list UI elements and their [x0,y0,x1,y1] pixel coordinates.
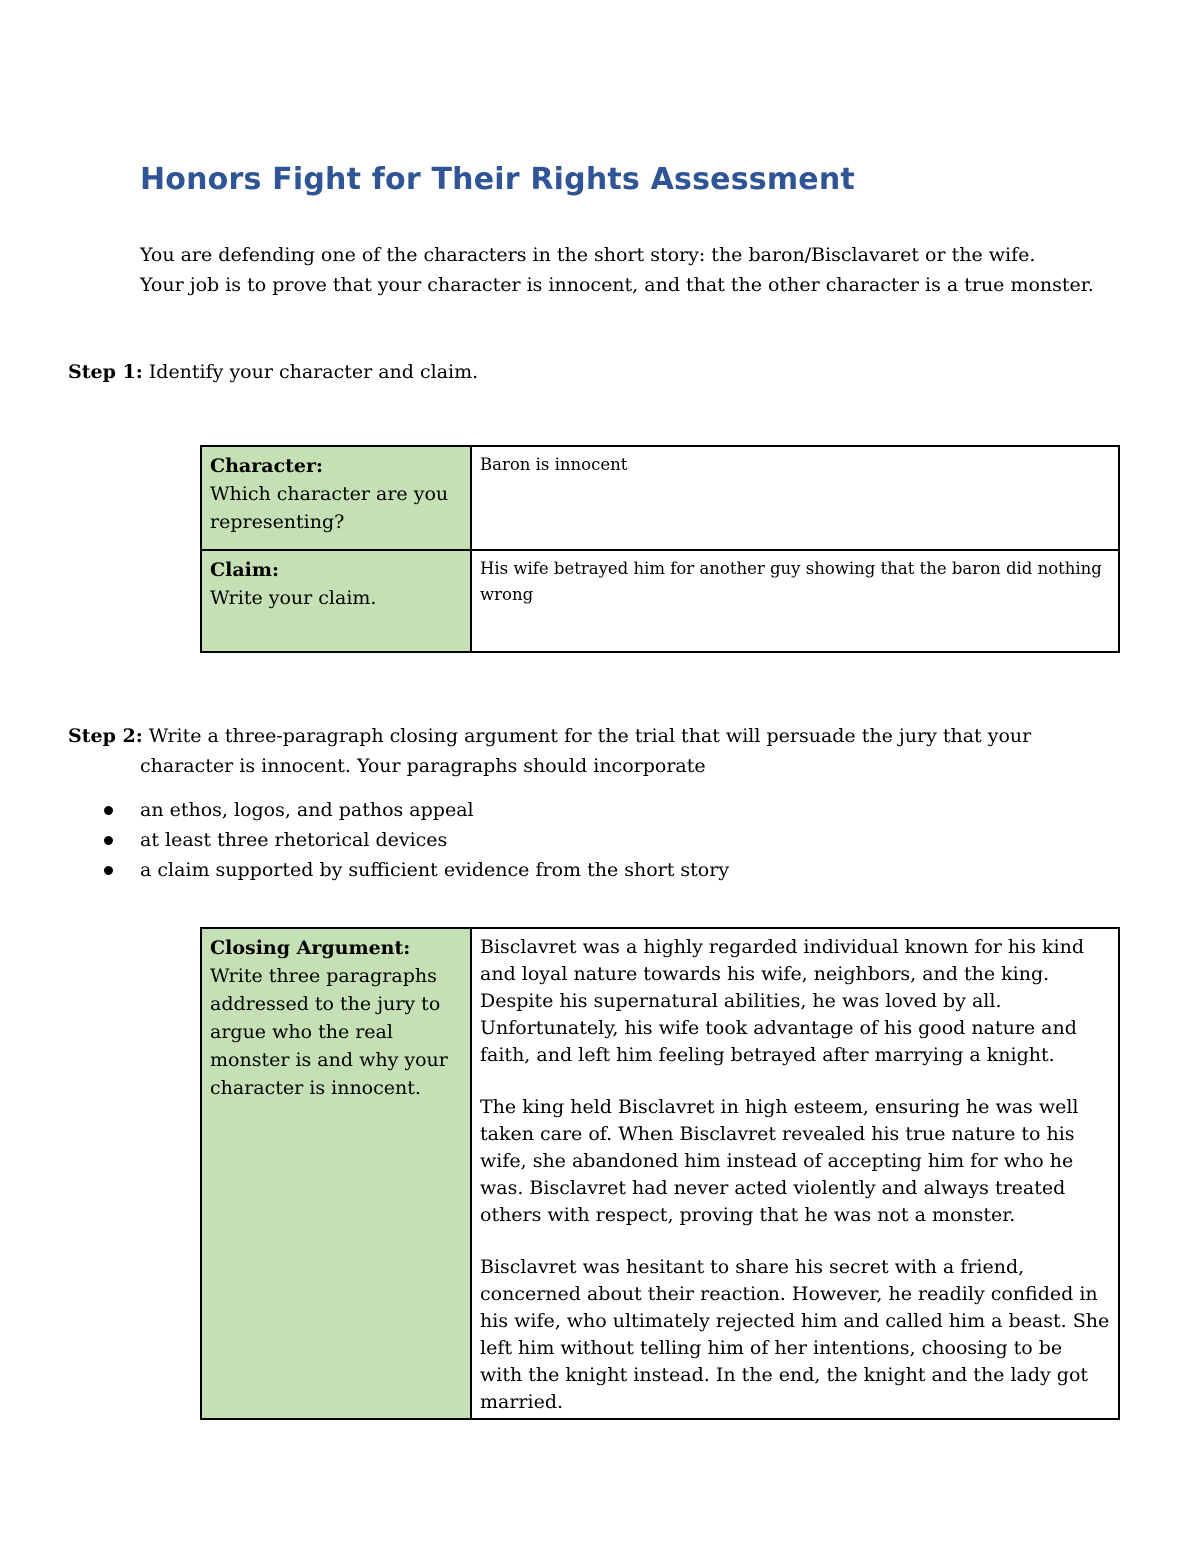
list-item-text: a claim supported by sufficient evidence from the short story [140,859,730,881]
requirements-list [100,795,729,885]
bullet-icon [104,806,113,815]
closing-argument-answer[interactable] [471,928,1119,1419]
list-item-text: an ethos, logos, and pathos appeal [140,799,474,821]
claim-label-cell [201,550,471,652]
step-1-label: Step 1: [68,361,143,383]
closing-argument-prompt: Write three paragraphs addressed to the jury to argue who the real monster is and why your character is innocent. [210,965,448,1099]
claim-answer[interactable]: His wife betrayed him for another guy showing that the baron did nothing wrong [471,550,1119,652]
character-row [201,446,1119,550]
character-label: Character: [210,455,324,477]
page-title: Honors Fight for Their Rights Assessment [140,162,855,197]
closing-argument-row [201,928,1119,1419]
step-1 [68,357,478,387]
claim-prompt: Write your claim. [210,587,377,609]
claim-label: Claim: [210,559,279,581]
closing-argument-table [200,927,1120,1420]
step-2-text-line-2: character is innocent. Your paragraphs should incorporate [140,755,706,777]
list-item [100,795,729,825]
list-item [100,825,729,855]
argument-paragraph-2: The king held Bisclavret in high esteem, ensuring he was well taken care of. When Bisclavret revealed his true nature to his wife, she abandoned him instead of accepting him for who he was. Bisclavret had never acted violently and always treated others with respect, proving that he was not a monster. [480,1096,1079,1226]
character-answer[interactable]: Baron is innocent [471,446,1119,550]
argument-paragraph-1: Bisclavret was a highly regarded individual known for his kind and loyal nature towards his wife, neighbors, and the king. Despite his supernatural abilities, he was loved by all. Unfortunately, his wife took advantage of his good nature and faith, and left him feeling betrayed after marrying a knight. [480,936,1085,1066]
closing-argument-label: Closing Argument: [210,937,411,959]
closing-argument-label-cell [201,928,471,1419]
character-prompt: Which character are you representing? [210,483,449,533]
bullet-icon [104,836,113,845]
claim-row [201,550,1119,652]
character-label-cell [201,446,471,550]
step-2-text-line-1: Write a three-paragraph closing argument for the trial that will persuade the jury that your [142,725,1032,747]
step-1-text: Identify your character and claim. [142,361,479,383]
list-item [100,855,729,885]
intro [140,240,1094,300]
intro-line-2: Your job is to prove that your character is innocent, and that the other character is a true monster. [140,274,1094,296]
argument-paragraph-3: Bisclavret was hesitant to share his secret with a friend, concerned about their reaction. However, he readily confided in his wife, who ultimately rejected him and called him a beast. She left him without telling him of her intentions, choosing to be with the knight instead. In the end, the knight and the lady got married. [480,1256,1110,1413]
character-claim-table [200,445,1120,653]
list-item-text: at least three rhetorical devices [140,829,448,851]
step-2-label: Step 2: [68,725,143,747]
bullet-icon [104,866,113,875]
intro-line-1: You are defending one of the characters in the short story: the baron/Bisclavaret or the wife. [140,244,1036,266]
step-2 [68,721,1031,781]
